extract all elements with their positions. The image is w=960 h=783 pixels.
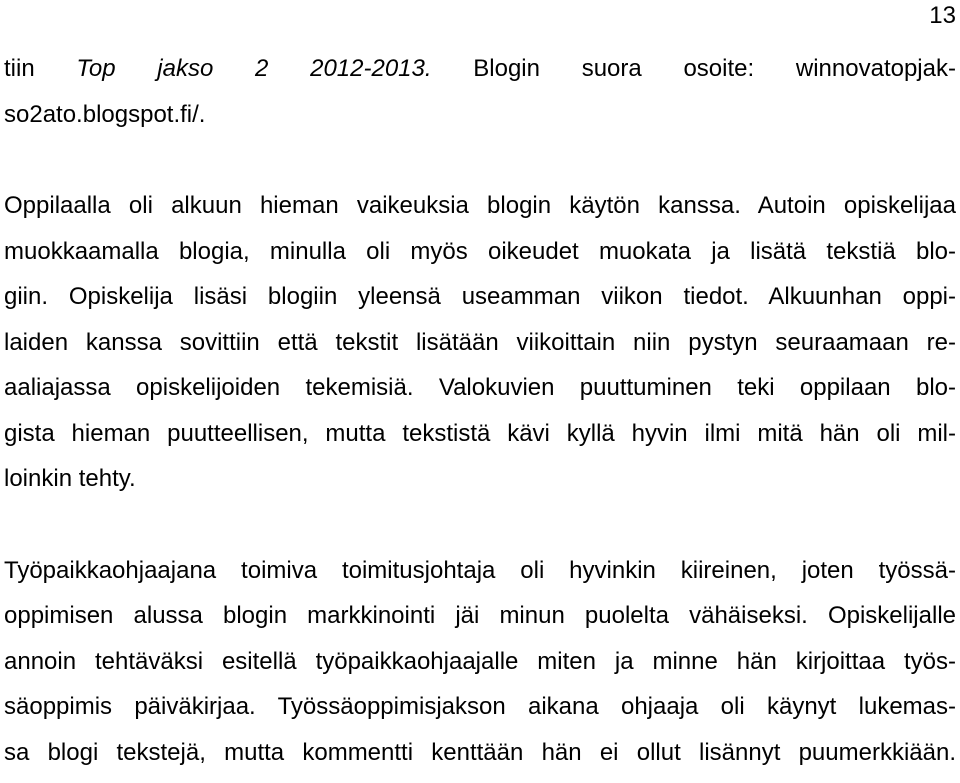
text-line: so2ato.blogspot.fi/. [4,100,206,128]
text-line: säoppimis päiväkirjaa. Työssäoppimisjakson aikana ohjaaja oli käynyt lukemas- [4,693,956,720]
document-body [4,46,956,775]
text-line: laiden kanssa sovittiin että tekstit lisätään viikoittain niin pystyn seuraamaan re- [4,328,956,356]
text-line [4,46,956,92]
text-line: muokkaamalla blogia, minulla oli myös oikeudet muokata ja lisätä tekstiä blo- [4,237,956,265]
text-line: giin. Opiskelija lisäsi blogiin yleensä useamman viikon tiedot. Alkuunhan oppi- [4,283,956,310]
text-line: annoin tehtäväksi esitellä työpaikkaohjaajalle miten ja minne hän kirjoittaa työs- [4,647,956,675]
paragraph-1 [4,46,956,137]
text-run: tiin [4,55,77,82]
paragraph-spacer [4,137,956,183]
text-line: Oppilaalla oli alkuun hieman vaikeuksia blogin käytön kanssa. Autoin opiskelijaa [4,192,956,219]
text-line: sa blogi tekstejä, mutta kommentti kenttään hän ei ollut lisännyt puumerkkiään. [4,738,956,766]
text-line: gista hieman puutteellisen, mutta tekstistä kävi kyllä hyvin ilmi mitä hän oli mil- [4,419,956,447]
text-line: Työpaikkaohjaajana toimiva toimitusjohtaja oli hyvinkin kiireinen, joten työssä- [4,556,956,584]
italic-text-run: Top jakso 2 2012-2013. [76,55,432,82]
text-run: Blogin suora osoite: winnovatopjak- [431,55,956,82]
text-line: aaliajassa opiskelijoiden tekemisiä. Valokuvien puuttuminen teki oppilaan blo- [4,374,956,401]
text-line: loinkin tehty. [4,465,136,492]
paragraph-2 [4,183,956,502]
text-line: oppimisen alussa blogin markkinointi jäi minun puolelta vähäiseksi. Opiskelijalle [4,602,956,629]
page-number: 13 [929,2,956,29]
paragraph-3 [4,548,956,776]
paragraph-spacer [4,502,956,548]
